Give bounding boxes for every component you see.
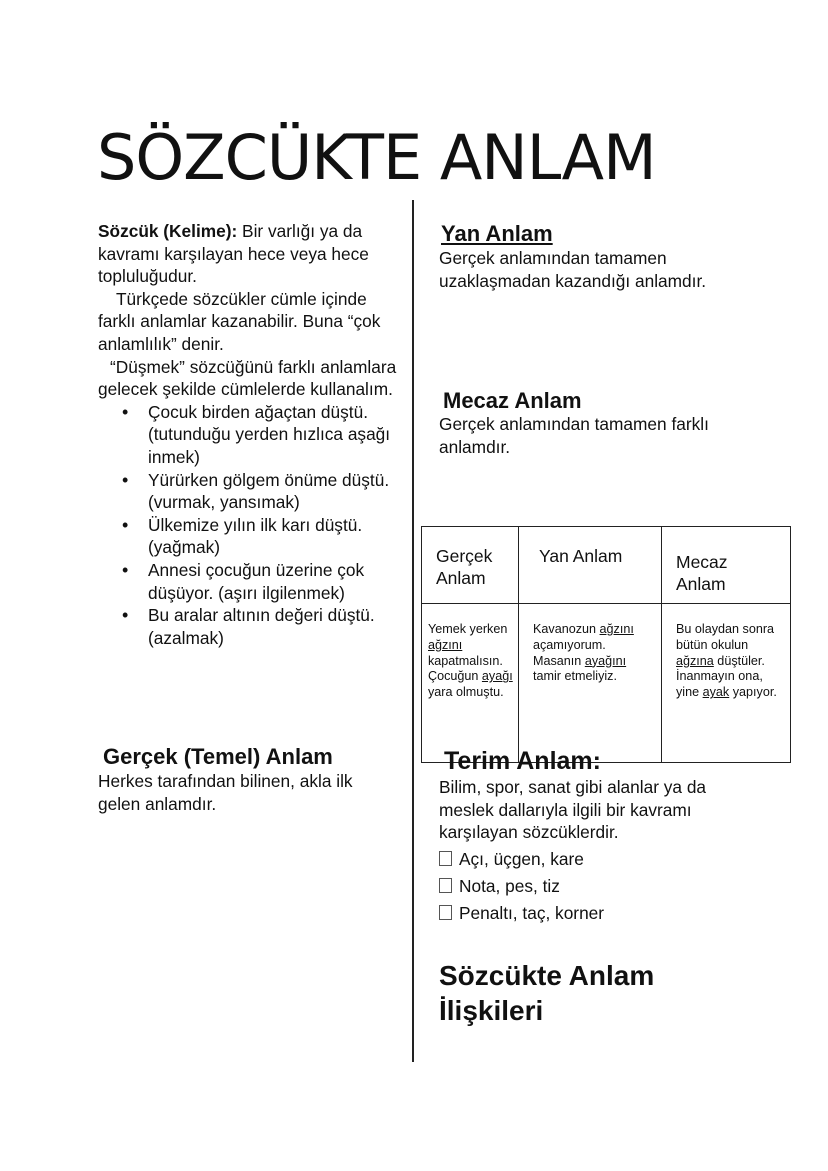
paragraph-1: Türkçede sözcükler cümle içinde farklı anlamlar kazanabilir. Buna “çok anlamlılık” denir.	[98, 288, 381, 354]
table-header	[422, 527, 519, 604]
underlined-word: ayak	[702, 685, 730, 700]
left-column	[98, 220, 398, 649]
gercek-anlam-heading: Gerçek (Temel) Anlam	[103, 744, 333, 769]
header-text: Gerçek Anlam	[436, 546, 493, 588]
cell-text-segment: düştüler. İnanmayın ona, yine	[676, 653, 765, 700]
table-header	[662, 527, 791, 604]
mecaz-anlam-heading: Mecaz Anlam	[443, 388, 582, 413]
header-text: Yan Anlam	[539, 546, 623, 566]
cell-text-segment: kapatmalısın. Çocuğun	[428, 653, 503, 684]
underlined-word: ayağını	[584, 653, 627, 668]
definition-label: Sözcük (Kelime):	[98, 221, 238, 241]
anlam-iliskileri-heading: Sözcükte Anlam İlişkileri	[439, 960, 655, 1026]
meaning-table	[421, 526, 791, 763]
yan-anlam-text: Gerçek anlamından tamamen uzaklaşmadan kazandığı anlamdır.	[439, 248, 707, 291]
gercek-anlam-text: Herkes tarafından bilinen, akla ilk gelen anlamdır.	[98, 771, 353, 814]
term-item-text: Açı, üçgen, kare	[459, 848, 584, 869]
example-list	[98, 401, 398, 650]
column-divider	[412, 200, 414, 1062]
definition-text: Bir varlığı ya da kavramı karşılayan hece veya hece topluluğudur.	[98, 221, 369, 287]
list-item: • Ülkemize yılın ilk karı düştü. (yağmak)	[148, 514, 398, 559]
underlined-word: ağzını	[428, 637, 463, 652]
list-item: • Annesi çocuğun üzerine çok düşüyor. (aşırı ilgilenmek)	[148, 559, 398, 604]
checkbox-icon	[439, 905, 452, 920]
list-item: • Yürürken gölgem önüme düştü. (vurmak, yansımak)	[148, 469, 398, 514]
terim-anlam-heading: Terim Anlam:	[444, 747, 601, 775]
cell-text	[422, 622, 514, 701]
underlined-word: ağzına	[676, 653, 714, 668]
cell-text	[662, 622, 781, 701]
terim-anlam-block	[439, 776, 739, 927]
cell-text-segment: yara olmuştu.	[428, 685, 504, 700]
underlined-word: ağzını	[599, 622, 634, 636]
cell-text-segment: Kavanozun	[533, 622, 600, 636]
terim-anlam-text: Bilim, spor, sanat gibi alanlar ya da meslek dallarıyla ilgili bir kavramı karşılayan sözcüklerdir.	[439, 777, 707, 843]
term-item	[439, 900, 739, 927]
cell-text	[519, 622, 643, 685]
cell-text-segment: yapıyor.	[729, 685, 777, 700]
page-title: SÖZCÜKTE ANLAM	[97, 121, 656, 194]
table-cell	[519, 604, 662, 763]
checkbox-icon	[439, 851, 452, 866]
header-text: Mecaz Anlam	[676, 552, 728, 594]
table-cell	[662, 604, 791, 763]
table-cell	[422, 604, 519, 763]
list-item: • Çocuk birden ağaçtan düştü. (tutunduğu yerden hızlıca aşağı inmek)	[148, 401, 398, 469]
underlined-word: ayağı	[481, 669, 513, 684]
term-item-text: Nota, pes, tiz	[459, 875, 560, 896]
definition	[98, 220, 398, 288]
term-item	[439, 846, 739, 873]
paragraph-2: “Düşmek” sözcüğünü farklı anlamlara gelecek şekilde cümlelerde kullanalım.	[98, 356, 397, 400]
cell-text-segment: açamıyorum. Masanın	[533, 637, 606, 668]
yan-anlam-heading: Yan Anlam	[441, 221, 553, 246]
cell-text-segment: tamir etmeliyiz.	[533, 669, 617, 684]
mecaz-anlam-text: Gerçek anlamından tamamen farklı anlamdır.	[439, 414, 709, 457]
term-item	[439, 873, 739, 900]
term-item-text: Penaltı, taç, korner	[459, 902, 605, 923]
cell-text-segment: Bu olaydan sonra bütün okulun	[676, 622, 775, 652]
checkbox-icon	[439, 878, 452, 893]
cell-text-segment: Yemek yerken	[428, 622, 508, 636]
table-header	[519, 527, 662, 604]
list-item: • Bu aralar altının değeri düştü. (azalmak)	[148, 604, 398, 649]
